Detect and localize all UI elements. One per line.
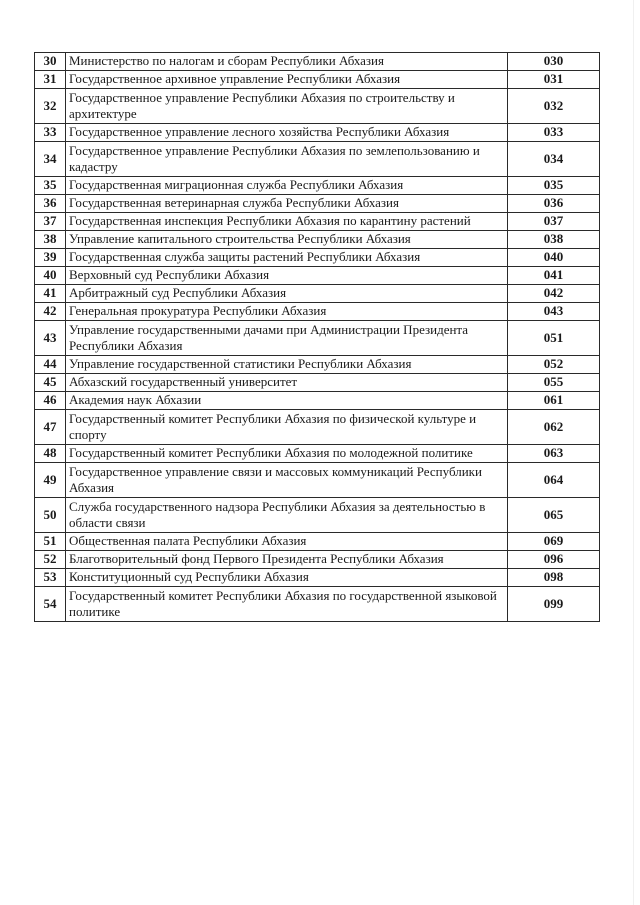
row-number: 54 [35,587,66,622]
organization-name: Управление капитального строительства Республики Абхазия [66,231,508,249]
organization-name: Государственная ветеринарная служба Республики Абхазия [66,195,508,213]
organization-name: Государственное архивное управление Республики Абхазия [66,71,508,89]
row-number: 30 [35,53,66,71]
row-number: 31 [35,71,66,89]
table-row [35,569,600,587]
table-row [35,463,600,498]
organization-name: Министерство по налогам и сборам Республики Абхазия [66,53,508,71]
organization-name: Генеральная прокуратура Республики Абхазия [66,303,508,321]
organization-code: 038 [508,231,600,249]
row-number: 43 [35,321,66,356]
organization-name: Общественная палата Республики Абхазия [66,533,508,551]
table-row [35,321,600,356]
organization-code: 098 [508,569,600,587]
organization-code: 042 [508,285,600,303]
organization-code: 035 [508,177,600,195]
table-row [35,533,600,551]
table-row [35,285,600,303]
organization-code: 030 [508,53,600,71]
row-number: 38 [35,231,66,249]
organization-name: Конституционный суд Республики Абхазия [66,569,508,587]
table-row [35,356,600,374]
organization-name: Абхазский государственный университет [66,374,508,392]
row-number: 51 [35,533,66,551]
organization-code: 065 [508,498,600,533]
organization-name: Государственный комитет Республики Абхазия по молодежной политике [66,445,508,463]
organizations-table [34,52,600,622]
row-number: 48 [35,445,66,463]
table-row [35,374,600,392]
table-row [35,267,600,285]
organization-code: 037 [508,213,600,231]
organization-code: 099 [508,587,600,622]
row-number: 37 [35,213,66,231]
row-number: 39 [35,249,66,267]
organization-code: 062 [508,410,600,445]
organization-name: Государственная миграционная служба Республики Абхазия [66,177,508,195]
table-row [35,231,600,249]
organization-name: Управление государственной статистики Республики Абхазия [66,356,508,374]
row-number: 42 [35,303,66,321]
organization-name: Государственное управление связи и массовых коммуникаций Республики Абхазия [66,463,508,498]
organization-name: Благотворительный фонд Первого Президента Республики Абхазия [66,551,508,569]
organization-code: 063 [508,445,600,463]
organization-name: Верховный суд Республики Абхазия [66,267,508,285]
row-number: 44 [35,356,66,374]
organization-name: Арбитражный суд Республики Абхазия [66,285,508,303]
organization-code: 052 [508,356,600,374]
row-number: 46 [35,392,66,410]
organization-code: 041 [508,267,600,285]
table-row [35,195,600,213]
organization-code: 032 [508,89,600,124]
table-row [35,303,600,321]
row-number: 47 [35,410,66,445]
organization-name: Государственный комитет Республики Абхазия по физической культуре и спорту [66,410,508,445]
organization-code: 036 [508,195,600,213]
organization-name: Управление государственными дачами при Администрации Президента Республики Абхазия [66,321,508,356]
table-row [35,392,600,410]
organization-name: Служба государственного надзора Республики Абхазия за деятельностью в области связи [66,498,508,533]
table-row [35,410,600,445]
row-number: 53 [35,569,66,587]
table-row [35,71,600,89]
table-row [35,89,600,124]
organization-code: 043 [508,303,600,321]
organization-name: Академия наук Абхазии [66,392,508,410]
organization-code: 033 [508,124,600,142]
table-row [35,53,600,71]
organization-name: Государственное управление Республики Абхазия по строительству и архитектуре [66,89,508,124]
row-number: 35 [35,177,66,195]
organization-code: 034 [508,142,600,177]
organization-code: 051 [508,321,600,356]
row-number: 45 [35,374,66,392]
row-number: 36 [35,195,66,213]
organization-code: 096 [508,551,600,569]
table-row [35,498,600,533]
organization-code: 031 [508,71,600,89]
row-number: 40 [35,267,66,285]
table-row [35,249,600,267]
organization-name: Государственное управление Республики Абхазия по землепользованию и кадастру [66,142,508,177]
organization-code: 055 [508,374,600,392]
row-number: 52 [35,551,66,569]
table-row [35,587,600,622]
row-number: 41 [35,285,66,303]
organization-name: Государственная служба защиты растений Республики Абхазия [66,249,508,267]
table-row [35,551,600,569]
row-number: 33 [35,124,66,142]
organization-code: 064 [508,463,600,498]
organization-code: 069 [508,533,600,551]
row-number: 50 [35,498,66,533]
row-number: 49 [35,463,66,498]
organization-name: Государственный комитет Республики Абхазия по государственной языковой политике [66,587,508,622]
table-body [35,53,600,622]
table-row [35,177,600,195]
organization-name: Государственное управление лесного хозяйства Республики Абхазия [66,124,508,142]
row-number: 34 [35,142,66,177]
table-row [35,142,600,177]
table-row [35,213,600,231]
organization-code: 040 [508,249,600,267]
table-row [35,124,600,142]
organization-code: 061 [508,392,600,410]
table-row [35,445,600,463]
row-number: 32 [35,89,66,124]
page-edge [633,0,634,905]
organization-name: Государственная инспекция Республики Абхазия по карантину растений [66,213,508,231]
